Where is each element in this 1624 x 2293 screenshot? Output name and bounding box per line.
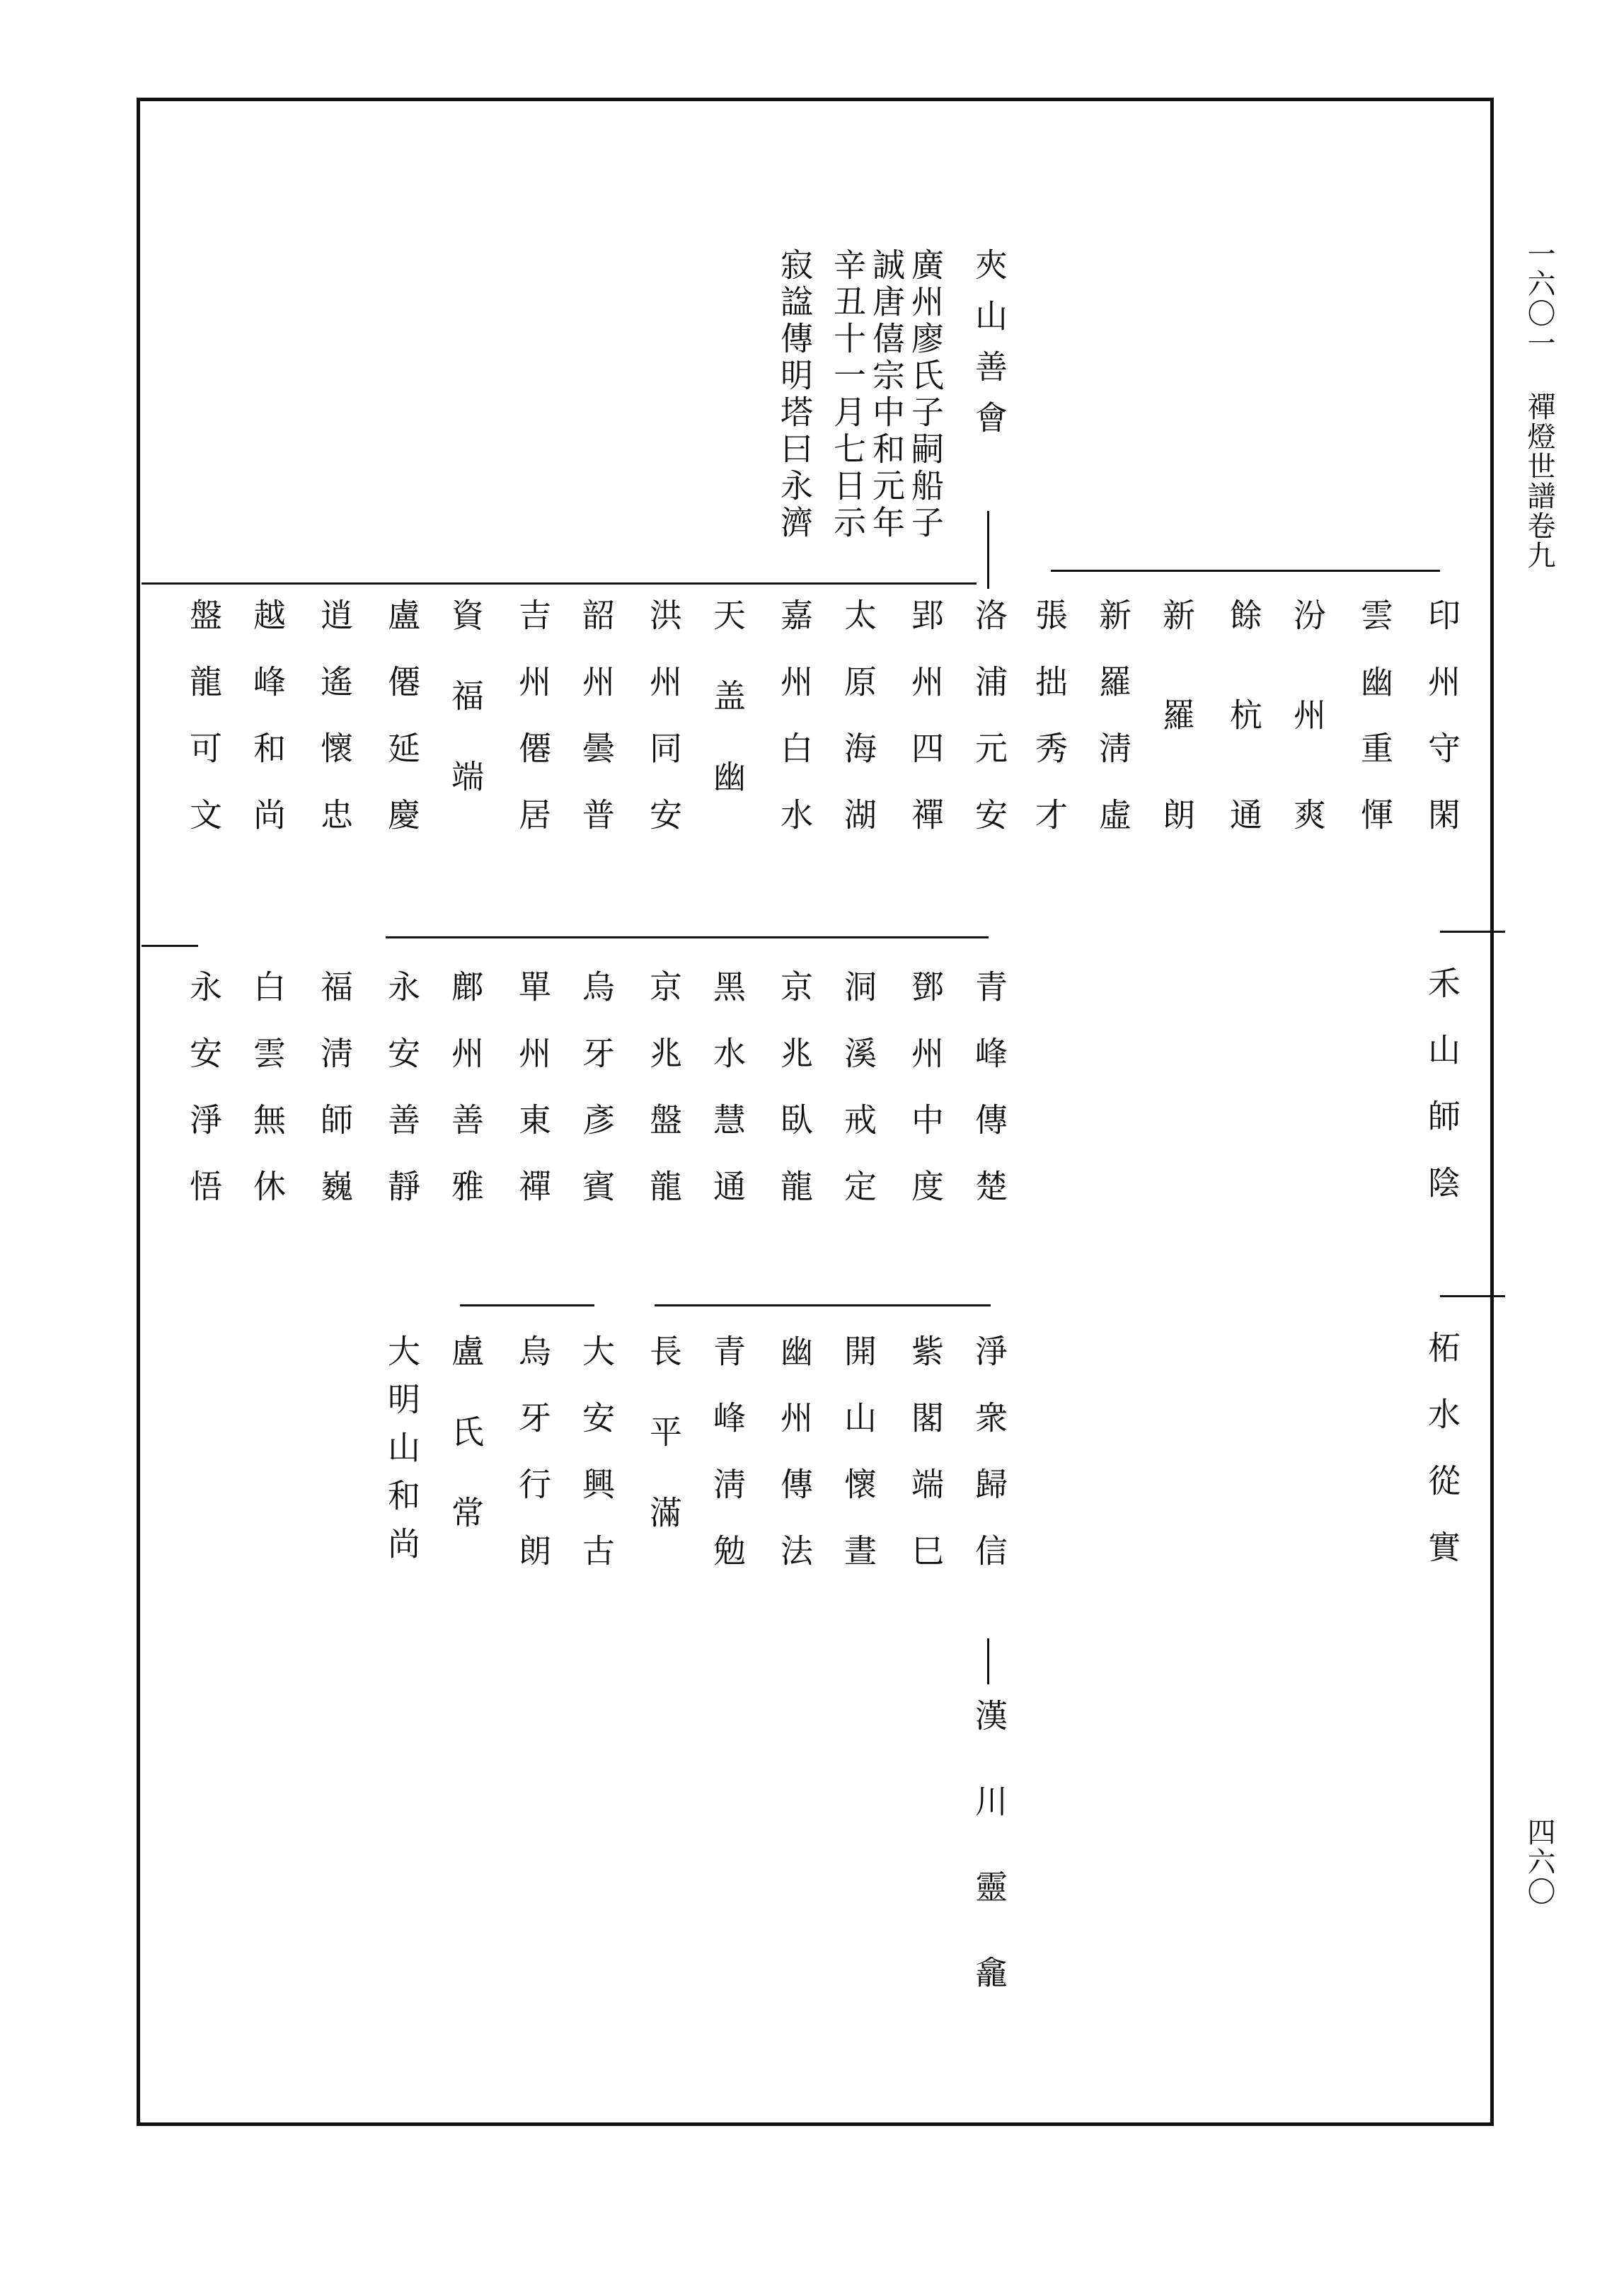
- fourth-stem-line: [987, 1638, 989, 1684]
- lineage-name: 白雲無休: [248, 970, 287, 1236]
- lineage-name: 鄜州善雅: [447, 970, 485, 1236]
- branch-line-third-a: [655, 1304, 991, 1306]
- lineage-name: 京兆盤龍: [645, 970, 683, 1236]
- lineage-name: 烏牙行朗: [514, 1334, 552, 1600]
- lineage-name: 大明山和尚: [383, 1334, 421, 1575]
- lineage-name: 盤龍可文: [185, 598, 223, 864]
- lineage-name: 盧僊延慶: [383, 598, 421, 864]
- lineage-name: 洪州同安: [645, 598, 683, 864]
- lineage-name: 越峰和尚: [248, 598, 287, 864]
- lineage-name: 禾山師陰: [1423, 966, 1461, 1232]
- lineage-name: 新羅朗: [1158, 598, 1196, 897]
- lineage-name: 大安興古: [577, 1334, 616, 1600]
- lineage-name: 吉州僊居: [514, 598, 552, 864]
- page-number: 四六〇: [1523, 1817, 1555, 1907]
- lineage-name: 永安善靜: [383, 970, 421, 1236]
- branch-line-heshan: [1440, 931, 1505, 933]
- lineage-name: 京兆臥龍: [776, 970, 814, 1236]
- lineage-name: 餘杭通: [1225, 598, 1263, 897]
- lineage-name: 逍遙懷忠: [316, 598, 354, 864]
- master-name: 夾山善會: [970, 248, 1008, 452]
- page-header: 一六〇一 禪燈世譜卷九: [1523, 239, 1555, 570]
- branch-line-second: [386, 936, 989, 938]
- lineage-name: 漢川靈龕: [970, 1699, 1008, 2041]
- lineage-name: 長平滿: [645, 1334, 683, 1576]
- branch-line-panlong: [142, 945, 198, 947]
- branch-line-third-b: [460, 1304, 594, 1306]
- lineage-name: 洛浦元安: [970, 598, 1008, 864]
- master-note: 廣州廖氏子嗣船子: [906, 248, 945, 542]
- master-note: 誠唐僖宗中和元年: [868, 248, 906, 542]
- master-note: 辛丑十一月七日示: [829, 248, 867, 542]
- lineage-name: 天盖幽: [708, 598, 747, 840]
- lineage-name: 汾州爽: [1289, 598, 1327, 897]
- lineage-name: 青峰傳楚: [970, 970, 1008, 1236]
- master-stem-line: [987, 511, 989, 589]
- lineage-name: 黑水慧通: [708, 970, 747, 1236]
- lineage-name: 印州守閑: [1423, 598, 1461, 864]
- lineage-name: 烏牙彥賓: [577, 970, 616, 1236]
- branch-line-master: [142, 582, 977, 585]
- lineage-name: 幽州傳法: [776, 1334, 814, 1600]
- lineage-name: 太原海湖: [839, 598, 877, 864]
- lineage-name: 單州東禪: [514, 970, 552, 1236]
- branch-line-upper: [1051, 570, 1440, 572]
- lineage-name: 韶州曇普: [577, 598, 616, 864]
- lineage-name: 淨衆歸信: [970, 1334, 1008, 1600]
- lineage-name: 雲幽重惲: [1356, 598, 1394, 864]
- lineage-name: 郢州四禪: [906, 598, 945, 864]
- lineage-name: 紫閣端巳: [906, 1334, 945, 1600]
- lineage-name: 新羅淸虛: [1094, 598, 1132, 864]
- lineage-name: 盧氏常: [447, 1334, 485, 1576]
- lineage-name: 開山懷晝: [839, 1334, 877, 1600]
- lineage-name: 福淸師巍: [316, 970, 354, 1236]
- lineage-name: 柘水從實: [1423, 1331, 1461, 1597]
- branch-line-zheshui: [1440, 1295, 1505, 1297]
- lineage-name: 資福端: [447, 598, 485, 840]
- master-note: 寂諡傳明塔曰永濟: [776, 248, 814, 542]
- lineage-name: 洞溪戒定: [839, 970, 877, 1236]
- lineage-name: 青峰淸勉: [708, 1334, 747, 1600]
- lineage-name: 張拙秀才: [1030, 598, 1069, 864]
- lineage-name: 嘉州白水: [776, 598, 814, 864]
- lineage-name: 永安淨悟: [185, 970, 223, 1236]
- lineage-name: 鄧州中度: [906, 970, 945, 1236]
